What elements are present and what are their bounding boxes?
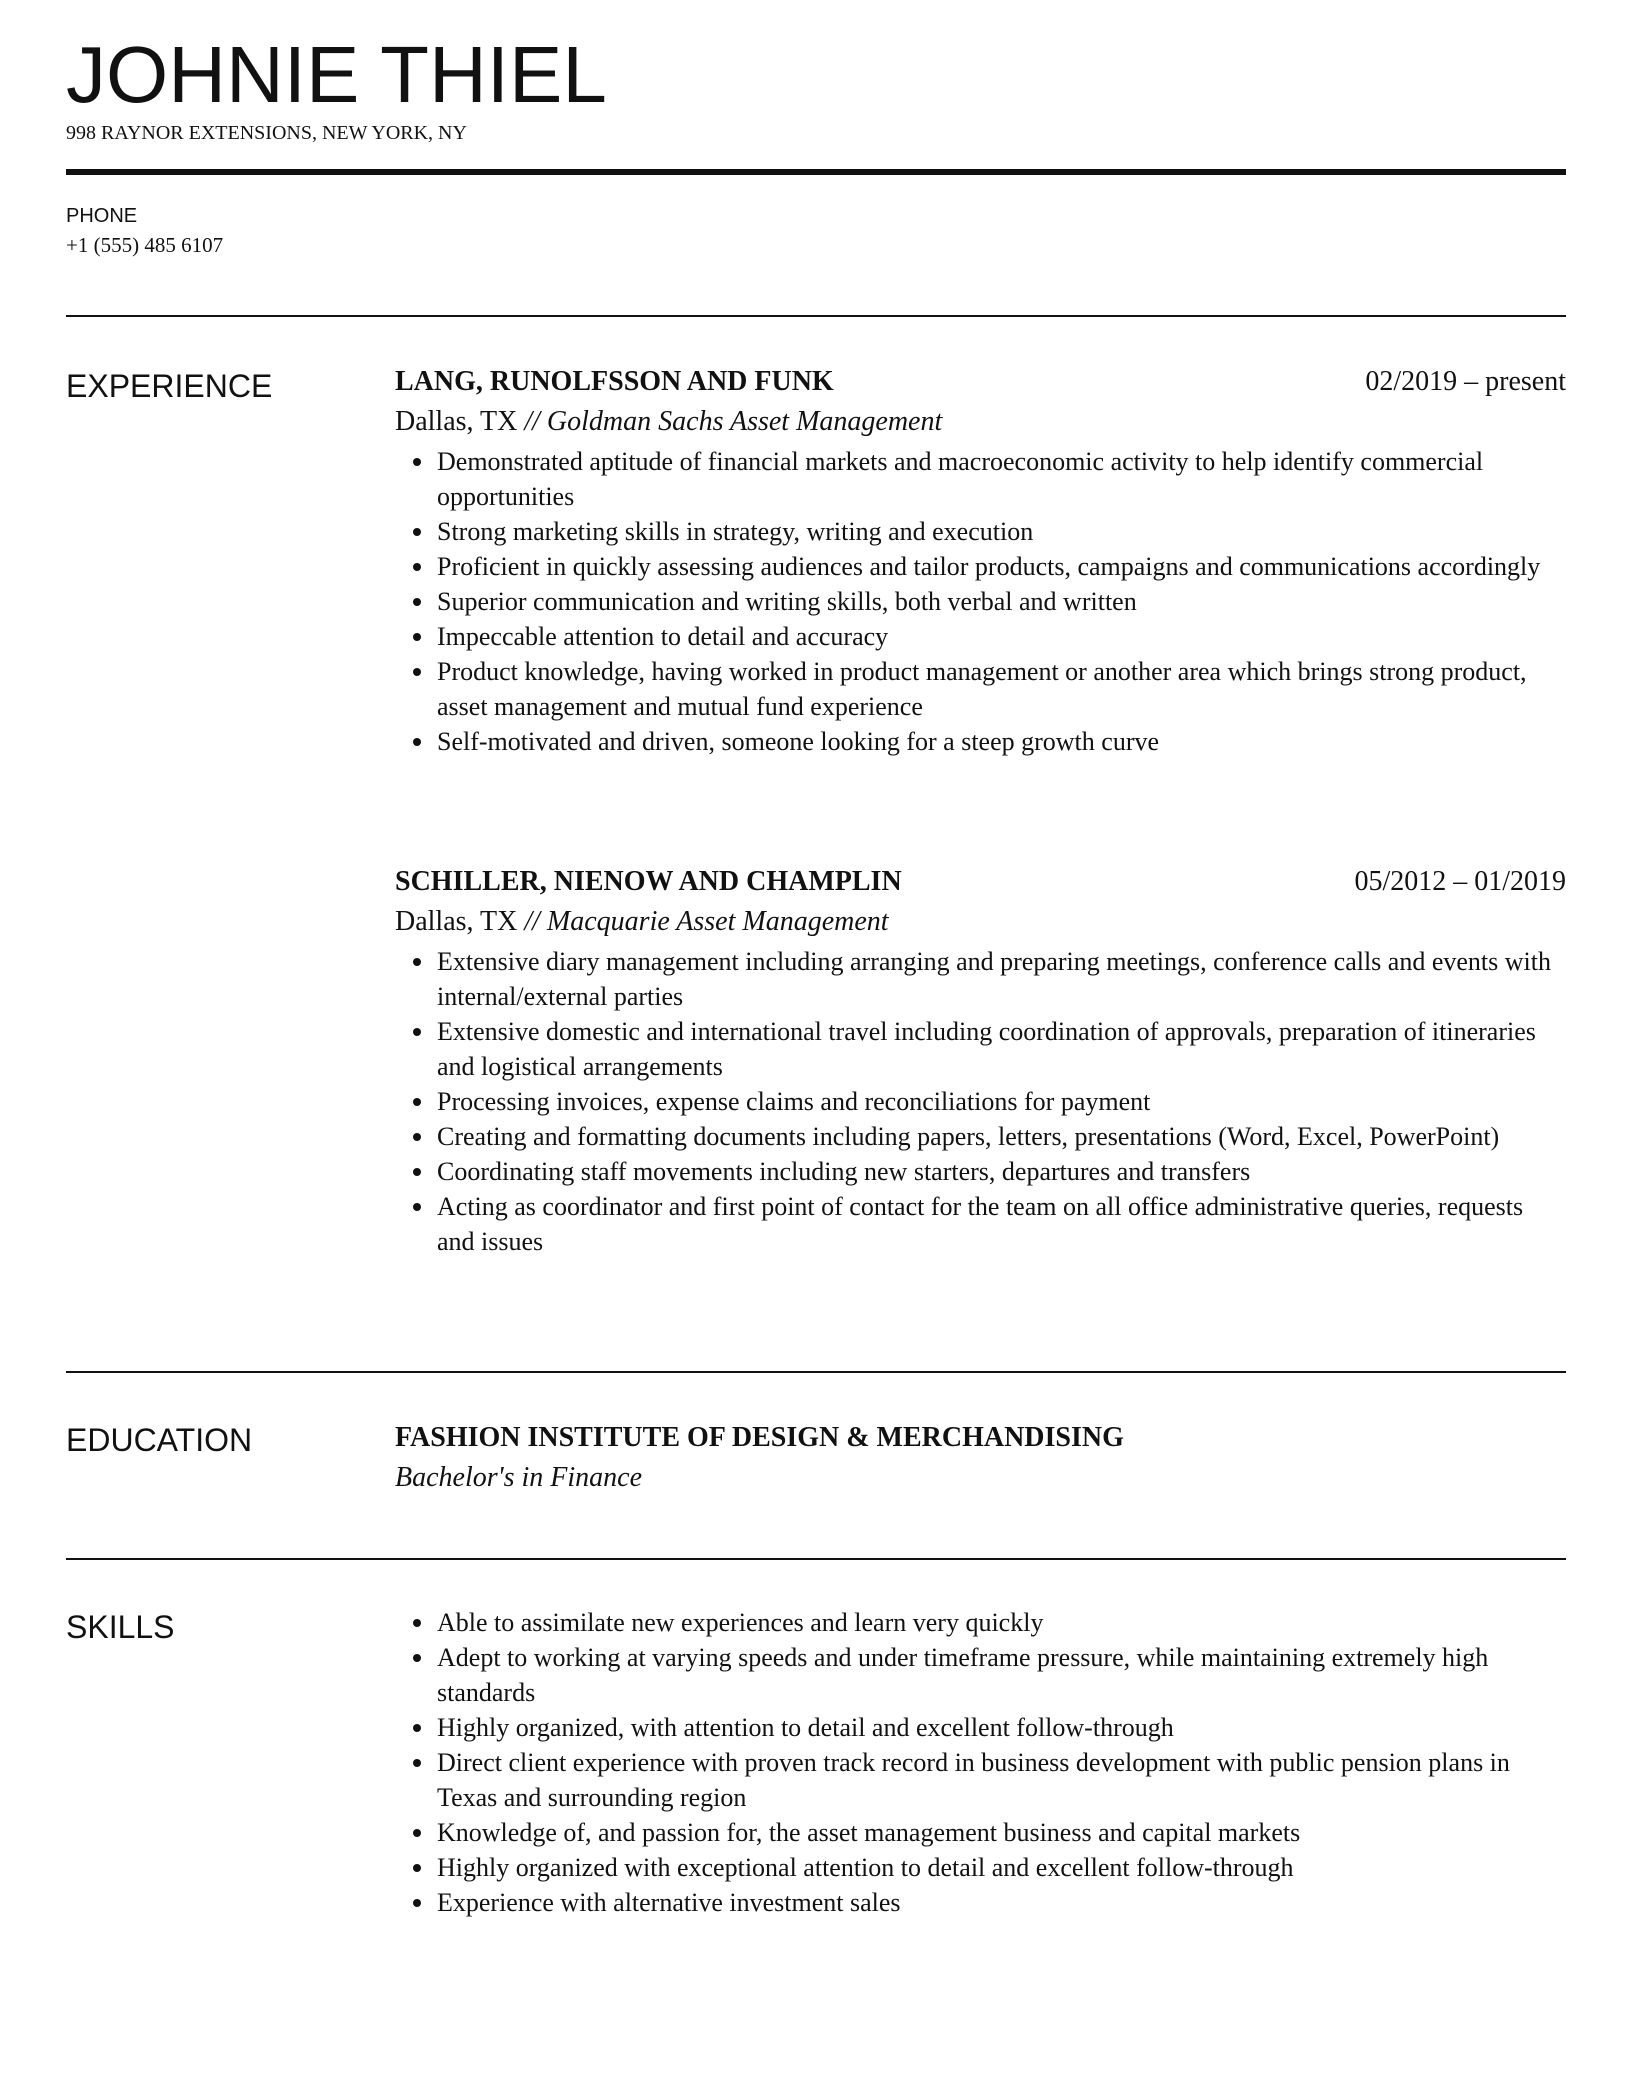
list-item-text: Highly organized with exceptional attention to detail and excellent follow-through [437,1853,1294,1882]
bullet-icon [413,563,421,571]
section-divider [66,315,1566,317]
list-item-text: Strong marketing skills in strategy, writing and execution [437,517,1034,546]
list-item-text: Superior communication and writing skills, both verbal and written [437,587,1137,616]
skills-heading: SKILLS [66,1609,175,1645]
list-item-text: Creating and formatting documents including papers, letters, presentations (Word, Excel, PowerPoint) [437,1122,1500,1151]
job-location-role [395,902,1566,942]
bullet-icon [413,1203,421,1211]
bullet-icon [413,1168,421,1176]
phone-value: +1 (555) 485 6107 [66,233,224,257]
job-location-role [395,402,1566,442]
list-item-text: Extensive domestic and international travel including coordination of approvals, preparation of itineraries and logistical arrangements [437,1017,1536,1081]
list-item-text: Product knowledge, having worked in product management or another area which brings strong product, asset management and mutual fund experience [437,657,1527,721]
list-item [395,1189,1566,1259]
education-entry [395,1418,1566,1498]
list-item [395,1014,1566,1084]
list-item [395,1605,1566,1640]
experience-heading: EXPERIENCE [66,368,273,404]
bullet-icon [413,458,421,466]
list-item [395,1745,1566,1815]
phone-label: PHONE [66,205,138,227]
list-item [395,549,1566,584]
bullet-icon [413,1028,421,1036]
section-divider [66,1558,1566,1560]
separator: // [517,406,547,437]
header-divider [66,169,1566,175]
experience-entry-1 [395,362,1566,759]
list-item-text: Adept to working at varying speeds and under timeframe pressure, while maintaining extremely high standards [437,1643,1489,1707]
list-item [395,1815,1566,1850]
skills-list-container [395,1605,1566,1920]
list-item-text: Able to assimilate new experiences and learn very quickly [437,1608,1044,1637]
employment-dates: 05/2012 – 01/2019 [1354,866,1566,897]
bullet-icon [413,1098,421,1106]
job-location: Dallas, TX [395,406,518,437]
list-item [395,1154,1566,1189]
education-heading: EDUCATION [66,1422,253,1458]
bullet-icon [413,1829,421,1837]
job-employer: Goldman Sachs Asset Management [546,406,943,437]
candidate-name: JOHNIE THIEL [66,30,607,119]
bullet-icon [413,668,421,676]
list-item [395,1640,1566,1710]
experience-entry-2 [395,862,1566,1259]
company-name: LANG, RUNOLFSSON AND FUNK [395,366,834,397]
list-item [395,514,1566,549]
list-item-text: Highly organized, with attention to detail and excellent follow-through [437,1713,1174,1742]
bullet-icon [413,738,421,746]
job-bullets [395,444,1566,759]
list-item [395,584,1566,619]
bullet-icon [413,1759,421,1767]
school-name: FASHION INSTITUTE OF DESIGN & MERCHANDISING [395,1422,1124,1453]
bullet-icon [413,1654,421,1662]
bullet-icon [413,958,421,966]
list-item [395,944,1566,1014]
list-item-text: Proficient in quickly assessing audiences and tailor products, campaigns and communications accordingly [437,552,1541,581]
job-employer: Macquarie Asset Management [546,906,889,937]
list-item [395,1850,1566,1885]
list-item-text: Demonstrated aptitude of financial markets and macroeconomic activity to help identify commercial opportunities [437,447,1484,511]
list-item [395,619,1566,654]
list-item [395,1119,1566,1154]
bullet-icon [413,1133,421,1141]
bullet-icon [413,1899,421,1907]
list-item [395,444,1566,514]
list-item-text: Acting as coordinator and first point of contact for the team on all office administrative queries, requests and issues [437,1192,1524,1256]
list-item [395,1710,1566,1745]
company-name: SCHILLER, NIENOW AND CHAMPLIN [395,866,902,897]
list-item-text: Coordinating staff movements including new starters, departures and transfers [437,1157,1251,1186]
list-item-text: Knowledge of, and passion for, the asset management business and capital markets [437,1818,1301,1847]
bullet-icon [413,1864,421,1872]
job-bullets [395,944,1566,1259]
list-item-text: Processing invoices, expense claims and reconciliations for payment [437,1087,1151,1116]
list-item [395,1084,1566,1119]
bullet-icon [413,1619,421,1627]
job-location: Dallas, TX [395,906,518,937]
list-item-text: Extensive diary management including arranging and preparing meetings, conference calls and events with internal/external parties [437,947,1551,1011]
list-item-text: Experience with alternative investment sales [437,1888,901,1917]
employment-dates: 02/2019 – present [1365,366,1566,397]
list-item-text: Self-motivated and driven, someone looking for a steep growth curve [437,727,1160,756]
bullet-icon [413,633,421,641]
list-item-text: Impeccable attention to detail and accuracy [437,622,889,651]
bullet-icon [413,528,421,536]
section-divider [66,1371,1566,1373]
skills-list [395,1605,1566,1920]
candidate-address: 998 RAYNOR EXTENSIONS, NEW YORK, NY [66,122,467,144]
list-item [395,1885,1566,1920]
list-item-text: Direct client experience with proven track record in business development with public pension plans in Texas and surrounding region [437,1748,1510,1812]
list-item [395,724,1566,759]
degree-name: Bachelor's in Finance [395,1462,643,1493]
separator: // [517,906,547,937]
bullet-icon [413,1724,421,1732]
list-item [395,654,1566,724]
bullet-icon [413,598,421,606]
